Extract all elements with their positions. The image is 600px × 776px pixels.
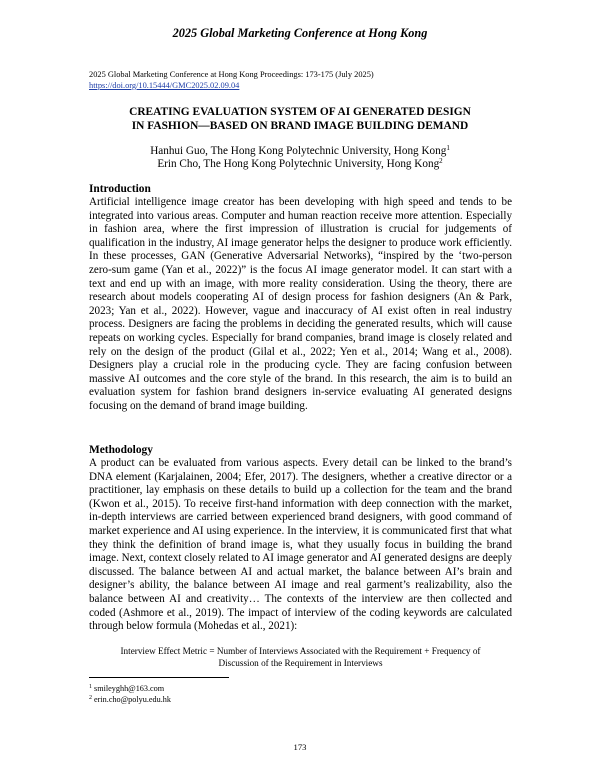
- footnote-1-mark: 1: [89, 684, 92, 690]
- author-2-footnote-mark: 2: [439, 157, 443, 165]
- author-list: [40, 145, 560, 171]
- introduction-body: Artificial intelligence image creator has been developing with high speed and tends to be integrated into various areas. Computer and human reaction receive more attention. Especially in fashion area, where the first impression of illustration is crucial for judgements of qualification in the industry, AI image generator helps the designer to produce work efficiently. In these processes, GAN (Generative Adversarial Networks), “inspired by the ‘two-person zero-sum game (Yan et al., 2022)” is the focus AI image generator model. It can start with a text and end up with an image, with more reality consideration. Using the theory, there are research about models cooperating AI of design process for fashion designers (An & Park, 2023; Yan et al., 2022). However, vague and inaccuracy of AI exist often in real industry process. Designers are facing the problems in deciding the generated results, which will cause repeats on working cycles. Especially for brand companies, brand image is closely related and rely on the design of the product (Gilal et al., 2022; Yen et al., 2014; Wang et al., 2008). Designers play a crucial role in the producing cycle. They are facing confusion between massive AI outcomes and the core style of the brand. In this research, the aim is to build an evaluation system for fashion brand designers in-service evaluating AI generated designs focusing on the demand of brand image building.: [89, 196, 512, 412]
- page-number: 173: [293, 742, 307, 752]
- author-2-affiliation: Erin Cho, The Hong Kong Polytechnic University, Hong Kong: [157, 158, 440, 170]
- author-1-footnote-mark: 1: [446, 144, 450, 152]
- conference-header: 2025 Global Marketing Conference at Hong Kong: [172, 26, 428, 40]
- footnote-1: [89, 683, 171, 694]
- proceedings-info: [89, 69, 529, 91]
- author-2: [40, 158, 560, 171]
- paper-title: [60, 105, 540, 133]
- methodology-body: A product can be evaluated from various aspects. Every detail can be linked to the brand’s DNA element (Karjalainen, 2004; Efer, 2017). The designers, whether a creative director or a practitioner, lay emphasis on these details to build up a collection for the team and the brand (Kwon et al., 2015). To receive first-hand information with deep connection with the market, in-depth interviews are carried between experienced brand designers, with good command of market experience and AI using experience. In the interview, it is communicated first that what they think the definition of brand image is, what they usually focus in building the brand image. Next, context closely related to AI image generator and AI generated designs are deeply discussed. The balance between AI and actual market, the balance between AI’s brain and designer’s ability, the balance between AI image and real garment’s realizability, also the balance between AI and creativity… The contexts of the interview are then collected and coded (Ashmore et al., 2019). The impact of interview of the coding keywords are calculated through below formula (Mohedas et al., 2021):: [89, 457, 512, 633]
- footnote-2-mark: 2: [89, 695, 92, 701]
- formula-line-1: Interview Effect Metric = Number of Interviews Associated with the Requirement + Frequency of: [120, 646, 481, 656]
- author-1-affiliation: Hanhui Guo, The Hong Kong Polytechnic University, Hong Kong: [150, 145, 447, 157]
- doi-link[interactable]: https://doi.org/10.15444/GMC2025.02.09.04: [89, 81, 240, 90]
- footnotes: [89, 683, 171, 705]
- formula-line-2: Discussion of the Requirement in Interviews: [218, 657, 383, 668]
- introduction-heading: Introduction: [89, 183, 151, 195]
- footnote-2-email: erin.cho@polyu.edu.hk: [94, 695, 171, 704]
- footnote-1-email: smileyghh@163.com: [94, 684, 165, 693]
- paper-title-line-1: CREATING EVALUATION SYSTEM OF AI GENERATED DESIGN: [129, 106, 471, 118]
- footnote-2: [89, 694, 171, 705]
- footnote-divider: [89, 677, 229, 678]
- interview-effect-formula: [89, 646, 512, 669]
- methodology-heading: Methodology: [89, 444, 153, 456]
- paper-title-line-2: IN FASHION—BASED ON BRAND IMAGE BUILDING DEMAND: [131, 120, 469, 132]
- author-1: [40, 145, 560, 158]
- proceedings-citation: 2025 Global Marketing Conference at Hong Kong Proceedings: 173-175 (July 2025): [89, 70, 374, 79]
